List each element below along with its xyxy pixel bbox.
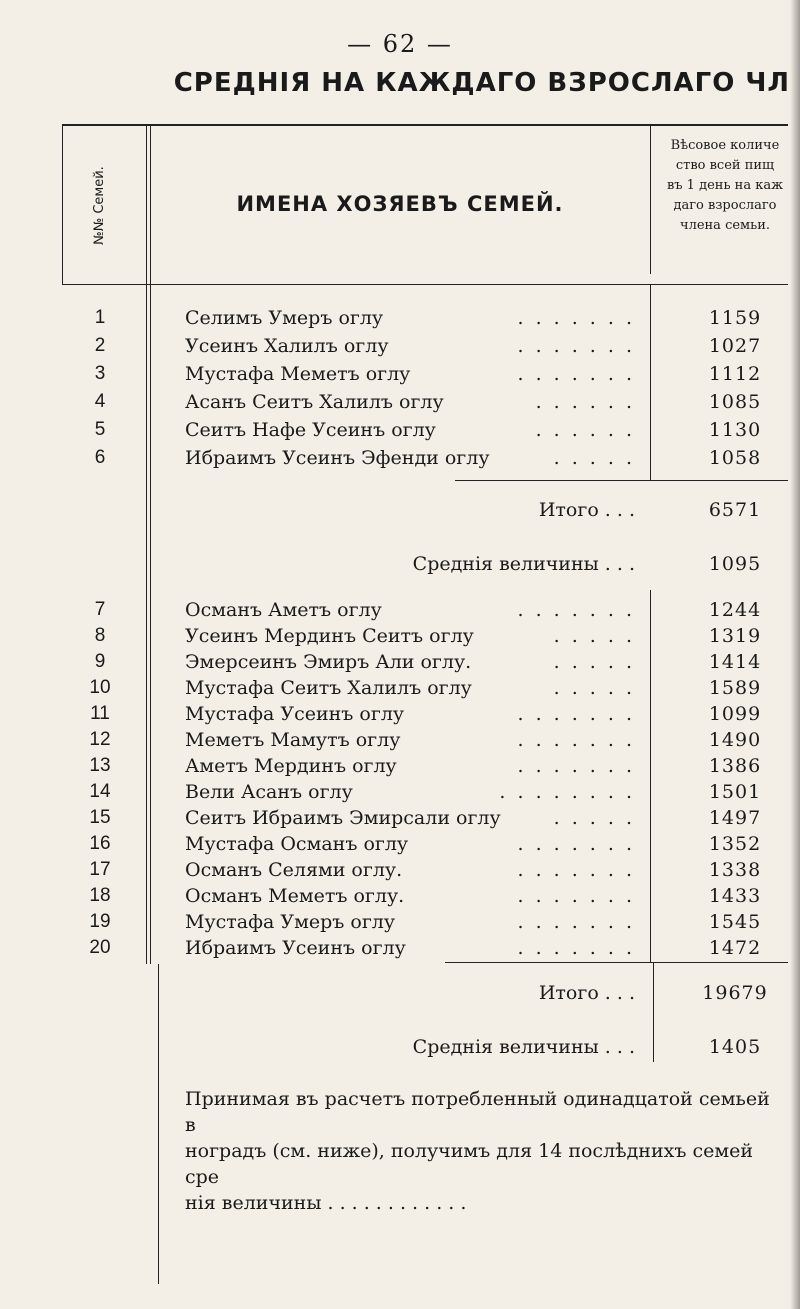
leader-dots: . . . . . . . (517, 755, 635, 777)
row-name: Вели Асанъ оглу (185, 781, 353, 803)
row-number: 18 (89, 885, 111, 906)
row-name: Ибраимъ Усеинъ оглу (185, 937, 406, 959)
row-value: 1490 (708, 729, 762, 751)
page-number: — 62 — (347, 30, 453, 58)
group2-total (0, 978, 800, 1008)
leader-dots: . . . . . . . (517, 911, 635, 933)
row-name: Османъ Аметъ оглу (185, 599, 382, 621)
row-name: Аметъ Мердинъ оглу (185, 755, 397, 777)
total-value: 19679 (702, 982, 768, 1004)
row-number: 19 (89, 911, 111, 932)
leader-dots: . . . . . . . (517, 833, 635, 855)
total-value: 6571 (708, 499, 762, 521)
page-edge-shadow (790, 0, 800, 1309)
row-number: 15 (89, 807, 111, 828)
row-number: 14 (89, 781, 111, 802)
row-value: 1319 (708, 625, 762, 647)
table-row (0, 596, 800, 624)
row-name: Селимъ Умеръ оглу (185, 307, 384, 329)
row-name: Османъ Меметъ оглу. (185, 885, 405, 907)
average-value: 1405 (708, 1036, 762, 1058)
total-label: Итого . . . (538, 982, 635, 1004)
leader-dots: . . . . . . . . (499, 781, 635, 803)
row-number: 13 (89, 755, 111, 776)
average-label: Среднія величины . . . (412, 1036, 635, 1058)
page-heading: СРЕДНІЯ НА КАЖДАГО ВЗРОСЛАГО ЧЛ (173, 68, 790, 98)
row-value: 1414 (708, 651, 762, 673)
row-value: 1545 (708, 911, 762, 933)
row-value: 1497 (708, 807, 762, 829)
row-value: 1130 (708, 419, 762, 441)
row-name: Усеинъ Мердинъ Сеитъ оглу (185, 625, 474, 647)
row-value: 1244 (708, 599, 762, 621)
table-row (0, 674, 800, 702)
table-row (0, 700, 800, 728)
leader-dots: . . . . . . . (517, 729, 635, 751)
row-value: 1589 (708, 677, 762, 699)
table-row (0, 882, 800, 910)
row-value: 1501 (708, 781, 762, 803)
leader-dots: . . . . . (553, 651, 635, 673)
leader-dots: . . . . . (553, 677, 635, 699)
leader-dots: . . . . . . . (517, 599, 635, 621)
leader-dots: . . . . . . . (517, 937, 635, 959)
group2-total-rule (445, 962, 788, 963)
row-name: Османъ Селями оглу. (185, 859, 403, 881)
row-number: 3 (94, 363, 106, 384)
row-number: 6 (94, 447, 106, 468)
row-name: Меметъ Мамутъ оглу (185, 729, 401, 751)
row-name: Сеитъ Нафе Усеинъ оглу (185, 419, 436, 441)
top-rule (62, 124, 788, 126)
average-label: Среднія величины . . . (412, 553, 635, 575)
row-name: Усеинъ Халилъ оглу (185, 335, 389, 357)
row-number: 1 (94, 307, 106, 328)
row-number: 8 (94, 625, 106, 646)
leader-dots: . . . . . (553, 807, 635, 829)
row-name: Ибраимъ Усеинъ Эфенди оглу (185, 447, 490, 469)
table-row (0, 388, 800, 416)
row-name: Эмерсеинъ Эмиръ Али оглу. (185, 651, 472, 673)
row-number: 17 (89, 859, 111, 880)
row-number: 4 (94, 391, 106, 412)
table-row (0, 622, 800, 650)
row-number: 9 (94, 651, 106, 672)
leader-dots: . . . . . . . (517, 363, 635, 385)
table-row (0, 332, 800, 360)
leader-dots: . . . . . . . (517, 307, 635, 329)
row-value: 1058 (708, 447, 762, 469)
column-header-number (84, 140, 114, 270)
table-row (0, 856, 800, 884)
table-row (0, 908, 800, 936)
group1-average (0, 549, 800, 579)
leader-dots: . . . . . (553, 625, 635, 647)
row-value: 1112 (708, 363, 762, 385)
row-number: 10 (89, 677, 111, 698)
row-number: 11 (90, 703, 110, 724)
total-label: Итого . . . (538, 499, 635, 521)
row-value: 1338 (708, 859, 762, 881)
row-name: Мустафа Сеитъ Халилъ оглу (185, 677, 472, 699)
row-value: 1099 (708, 703, 762, 725)
row-number: 16 (89, 833, 111, 854)
row-value: 1085 (708, 391, 762, 413)
row-value: 1472 (708, 937, 762, 959)
row-name: Асанъ Сеитъ Халилъ оглу (185, 391, 444, 413)
table-row (0, 360, 800, 388)
table-row (0, 416, 800, 444)
table-row (0, 830, 800, 858)
table-row (0, 304, 800, 332)
table-row (0, 444, 800, 472)
row-value: 1433 (708, 885, 762, 907)
column-header-names: ИМЕНА ХОЗЯЕВЪ СЕМЕЙ. (236, 192, 564, 216)
row-name: Мустафа Османъ оглу (185, 833, 409, 855)
row-number: 2 (94, 335, 106, 356)
row-value: 1027 (708, 335, 762, 357)
header-rule (62, 284, 788, 285)
row-number: 5 (94, 419, 106, 440)
row-name: Сеитъ Ибраимъ Эмирсали оглу (185, 807, 501, 829)
group1-total (0, 495, 800, 525)
row-name: Мустафа Усеинъ оглу (185, 703, 405, 725)
leader-dots: . . . . . . . (517, 703, 635, 725)
column-divider-weight-header (650, 124, 651, 274)
row-number: 7 (94, 599, 106, 620)
column-header-weight: Вѣсовое количе ство всей пищ въ 1 день на каж даго взрослаго члена семьи. (666, 138, 784, 233)
footer-paragraph: Принимая въ расчетъ потребленный одинадцатой семьей в ноградъ (см. ниже), получимъ для 14 послѣднихъ семей сре нія величины . . . . . . . . . . . . (185, 1088, 770, 1214)
row-name: Мустафа Меметъ оглу (185, 363, 411, 385)
left-border (62, 124, 63, 284)
column-header-number-text: №№ Семей. (91, 165, 107, 245)
leader-dots: . . . . . . . (517, 335, 635, 357)
group1-total-rule (455, 480, 788, 481)
leader-dots: . . . . . . (535, 391, 635, 413)
table-row (0, 752, 800, 780)
leader-dots: . . . . . . . (517, 859, 635, 881)
row-number: 12 (89, 729, 111, 750)
row-name: Мустафа Умеръ оглу (185, 911, 396, 933)
row-number: 20 (89, 937, 111, 958)
leader-dots: . . . . . . (535, 419, 635, 441)
average-value: 1095 (708, 553, 762, 575)
row-value: 1159 (708, 307, 762, 329)
row-value: 1352 (708, 833, 762, 855)
leader-dots: . . . . . . . (517, 885, 635, 907)
group2-average (0, 1032, 800, 1062)
table-row (0, 648, 800, 676)
leader-dots: . . . . . (553, 447, 635, 469)
table-row (0, 804, 800, 832)
table-row (0, 934, 800, 962)
table-row (0, 778, 800, 806)
table-row (0, 726, 800, 754)
row-value: 1386 (708, 755, 762, 777)
column-divider-lower (158, 964, 159, 1284)
